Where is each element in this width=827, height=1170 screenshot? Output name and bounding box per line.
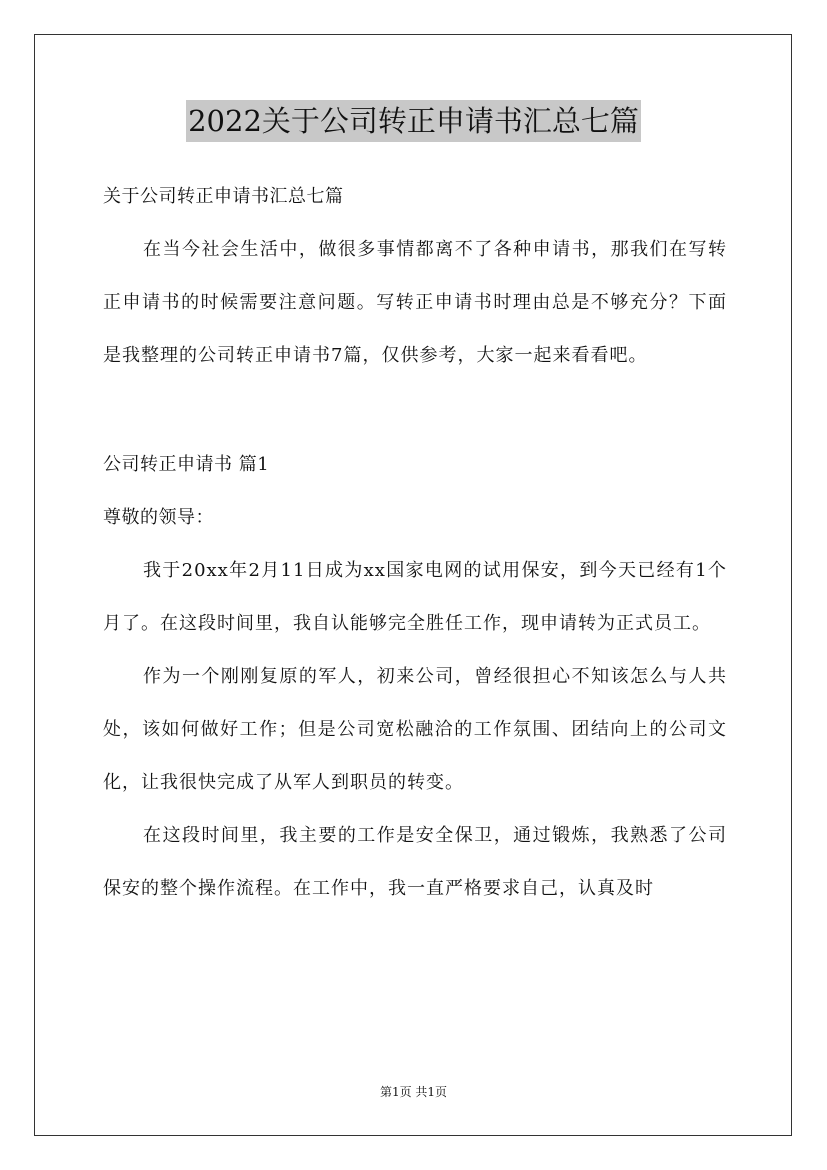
document-title: 2022关于公司转正申请书汇总七篇 xyxy=(186,100,641,142)
salutation: 尊敬的领导： xyxy=(103,507,214,528)
intro-paragraph: 在当今社会生活中，做很多事情都离不了各种申请书，那我们在写转正申请书的时候需要注意问题。写转正申请书时理由总是不够充分？下面是我整理的公司转正申请书7篇，仅供参考，大家一起来看看吧。 xyxy=(103,239,727,366)
title-container xyxy=(0,100,827,142)
body-paragraph: 在这段时间里，我主要的工作是安全保卫，通过锻炼，我熟悉了公司保安的整个操作流程。在工作中，我一直严格要求自己，认真及时 xyxy=(103,825,727,899)
document-subtitle: 关于公司转正申请书汇总七篇 xyxy=(103,186,344,207)
page-number: 第1页 共1页 xyxy=(379,1085,448,1099)
document-body xyxy=(103,170,727,915)
section-heading: 公司转正申请书 篇1 xyxy=(103,454,270,475)
page-footer xyxy=(0,1083,827,1101)
body-paragraph: 作为一个刚刚复原的军人，初来公司，曾经很担心不知该怎么与人共处，该如何做好工作；但是公司宽松融洽的工作氛围、团结向上的公司文化，让我很快完成了从军人到职员的转变。 xyxy=(103,666,727,793)
body-paragraph: 我于20xx年2月11日成为xx国家电网的试用保安，到今天已经有1个月了。在这段时间里，我自认能够完全胜任工作，现申请转为正式员工。 xyxy=(103,560,727,634)
